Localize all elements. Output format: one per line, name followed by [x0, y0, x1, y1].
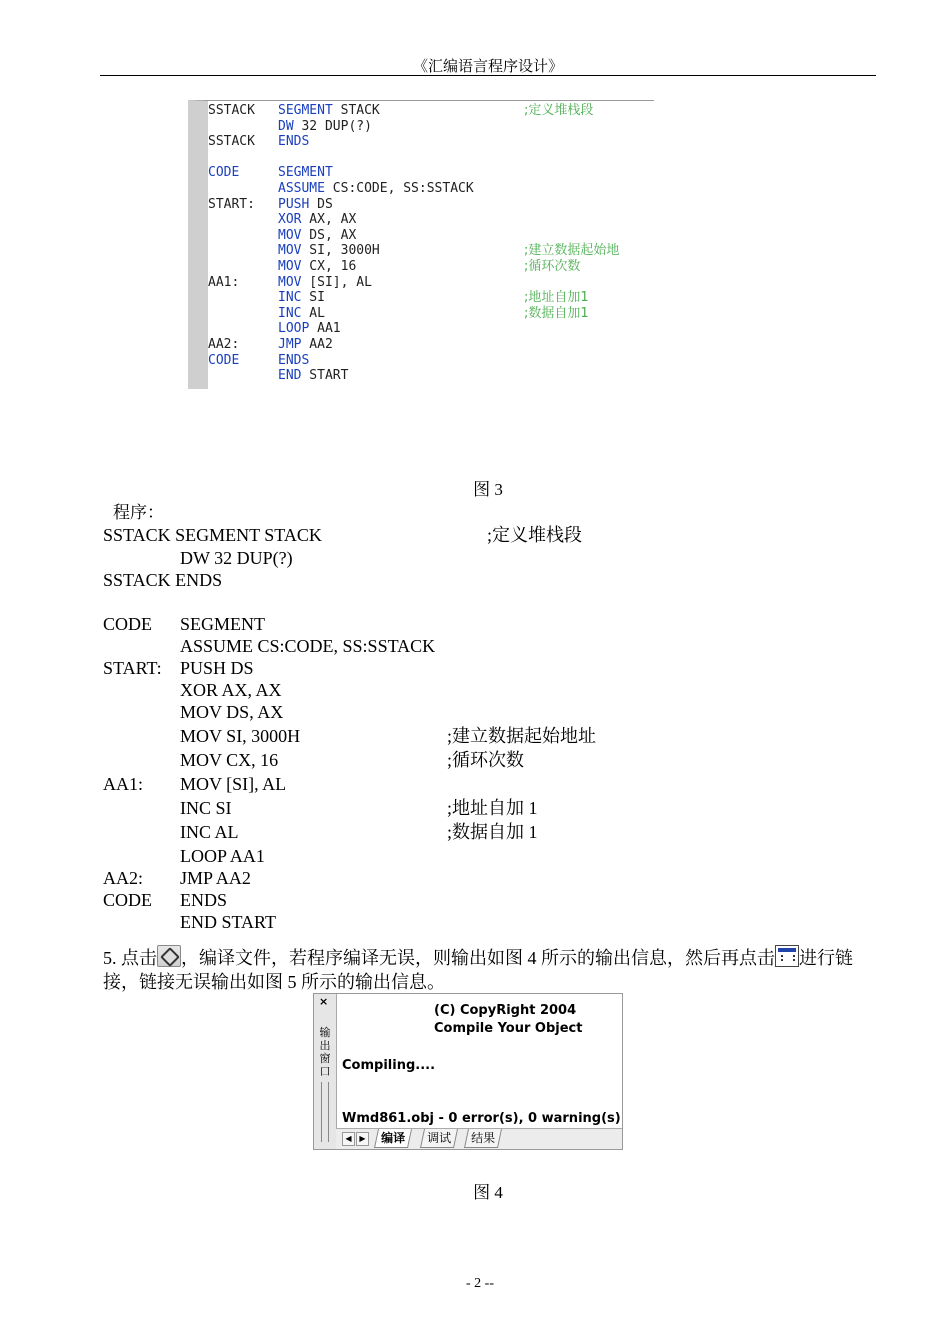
editor-line	[208, 197, 654, 213]
editor-comment: ;数据自加1	[524, 305, 589, 321]
editor-label: SSTACK	[208, 103, 255, 118]
editor-line	[208, 306, 654, 322]
editor-label: AA2:	[208, 337, 240, 352]
editor-line	[208, 243, 654, 259]
editor-code	[278, 243, 380, 259]
editor-label: START:	[208, 196, 255, 212]
header-rule	[100, 75, 876, 76]
editor-opcode: XOR	[278, 212, 302, 228]
output-copyright: (C) CopyRight 2004	[434, 1003, 577, 1018]
editor-code	[278, 134, 309, 150]
listing-code: XOR AX, AX	[180, 680, 282, 700]
editor-line	[208, 134, 654, 150]
editor-operands: AA1	[309, 321, 341, 337]
program-heading: 程序：	[113, 503, 164, 522]
editor-line	[208, 368, 654, 384]
output-panel-sidebar	[314, 994, 337, 1149]
editor-operands: 32 DUP(?)	[293, 118, 372, 134]
grip-icon	[321, 1082, 329, 1142]
editor-opcode: INC	[278, 290, 302, 306]
listing-comment: ;地址自加 1	[447, 798, 538, 818]
listing-label: SSTACK SEGMENT STACK	[103, 525, 322, 545]
listing-code: LOOP AA1	[180, 846, 265, 866]
output-result: Wmd861.obj - 0 error(s), 0 warning(s)	[342, 1111, 621, 1126]
editor-code	[278, 321, 341, 337]
listing-code: MOV CX, 16	[180, 750, 279, 770]
tab-debug: 调试	[420, 1129, 458, 1148]
editor-operands: AA2	[301, 337, 333, 352]
editor-opcode: ASSUME	[278, 181, 325, 196]
editor-code	[278, 181, 474, 197]
scroll-right-icon: ▶	[356, 1132, 369, 1146]
listing-code: INC AL	[180, 822, 239, 842]
editor-line	[208, 275, 654, 291]
editor-opcode: LOOP	[278, 321, 310, 337]
scroll-left-icon: ◀	[342, 1132, 355, 1146]
listing-label: SSTACK ENDS	[103, 570, 223, 590]
listing-code: PUSH DS	[180, 658, 254, 678]
editor-label: AA1:	[208, 274, 240, 290]
editor-operands: [SI], AL	[301, 274, 372, 290]
listing-code: JMP AA2	[180, 868, 251, 888]
editor-line	[208, 337, 654, 353]
editor-label: SSTACK	[208, 134, 255, 150]
editor-line	[208, 228, 654, 244]
code-editor-screenshot	[188, 100, 654, 389]
step-5-text-2: ，编译文件，若程序编译无误，则输出如图 4 所示的输出信息，然后再点击	[181, 948, 775, 968]
editor-code	[278, 103, 380, 119]
editor-line	[208, 353, 654, 369]
editor-code	[278, 306, 325, 322]
listing-label: AA1:	[103, 774, 143, 794]
editor-line	[208, 150, 654, 166]
editor-operands: START	[301, 368, 349, 384]
editor-code	[278, 290, 325, 306]
editor-line	[208, 290, 654, 306]
editor-opcode: MOV	[278, 243, 302, 259]
tab-compile: 编译	[374, 1129, 412, 1148]
editor-operands: CS:CODE, SS:SSTACK	[324, 181, 474, 196]
tab-result: 结果	[464, 1129, 502, 1148]
editor-label: CODE	[208, 352, 240, 368]
listing-label: CODE	[103, 890, 152, 910]
editor-operands: CX, 16	[301, 259, 357, 274]
figure-3-caption: 图 3	[473, 480, 503, 499]
editor-comment: ;建立数据起始地	[524, 243, 620, 259]
close-icon: ×	[319, 995, 329, 1008]
editor-operands: SI, 3000H	[301, 243, 380, 259]
link-icon	[775, 945, 799, 967]
editor-code	[278, 353, 309, 369]
editor-line	[208, 321, 654, 337]
editor-line	[208, 259, 654, 275]
editor-operands: SI	[301, 290, 325, 306]
editor-opcode: JMP	[278, 337, 302, 352]
step-5-text-3: 进行链接，链接无误输出如图 5 所示的输出信息。	[103, 948, 853, 992]
output-panel-title: 输出窗口	[319, 1026, 331, 1078]
editor-opcode: SEGMENT	[278, 103, 333, 118]
listing-comment: ;建立数据起始地址	[447, 726, 597, 746]
editor-opcode: MOV	[278, 259, 302, 274]
running-header: 《汇编语言程序设计》	[412, 59, 563, 75]
listing-code: MOV [SI], AL	[180, 774, 287, 794]
editor-code	[278, 119, 372, 135]
editor-opcode: ENDS	[278, 134, 310, 150]
editor-operands: DS, AX	[301, 227, 357, 243]
listing-code: MOV SI, 3000H	[180, 726, 301, 746]
editor-comment: ;循环次数	[524, 259, 581, 274]
editor-line	[208, 103, 654, 119]
step-5-text-1: 5. 点击	[103, 948, 157, 968]
editor-opcode: SEGMENT	[278, 165, 333, 181]
output-compiling: Compiling....	[342, 1058, 436, 1073]
editor-code	[278, 275, 372, 291]
editor-opcode: END	[278, 368, 302, 384]
editor-code	[278, 368, 348, 384]
listing-label: CODE	[103, 614, 152, 634]
editor-opcode: MOV	[278, 227, 302, 243]
output-subtitle: Compile Your Object	[434, 1021, 583, 1036]
listing-code: ASSUME CS:CODE, SS:SSTACK	[180, 636, 436, 656]
listing-code: SEGMENT	[180, 614, 265, 634]
editor-operands: DS	[309, 196, 333, 212]
listing-code: INC SI	[180, 798, 232, 818]
listing-comment: ;定义堆栈段	[487, 525, 583, 545]
compile-icon	[157, 945, 181, 967]
output-panel-screenshot	[313, 993, 623, 1150]
editor-operands: AL	[301, 305, 325, 321]
editor-comment: ;定义堆栈段	[524, 103, 594, 118]
editor-operands: AX, AX	[301, 212, 357, 228]
editor-opcode: INC	[278, 305, 302, 321]
editor-line	[208, 165, 654, 181]
page-number: - 2 --	[466, 1276, 494, 1291]
editor-opcode: ENDS	[278, 352, 310, 368]
editor-line	[208, 212, 654, 228]
editor-opcode: DW	[278, 118, 294, 134]
editor-line	[208, 119, 654, 135]
editor-operands: STACK	[332, 103, 380, 118]
editor-code	[278, 228, 356, 244]
output-tabs	[336, 1128, 622, 1149]
listing-code: MOV DS, AX	[180, 702, 284, 722]
editor-code	[278, 259, 356, 275]
editor-line	[208, 181, 654, 197]
editor-code	[278, 197, 333, 213]
editor-code	[278, 212, 356, 228]
listing-code: ENDS	[180, 890, 228, 910]
editor-code	[278, 165, 333, 181]
listing-code: END START	[180, 912, 276, 932]
editor-opcode: MOV	[278, 274, 302, 290]
listing-label: START:	[103, 658, 162, 678]
step-5-paragraph	[103, 945, 878, 994]
editor-opcode: PUSH	[278, 196, 310, 212]
listing-comment: ;循环次数	[447, 750, 525, 770]
editor-label: CODE	[208, 165, 240, 181]
editor-comment: ;地址自加1	[524, 290, 589, 306]
editor-code	[278, 337, 333, 353]
listing-code: DW 32 DUP(?)	[180, 548, 293, 568]
figure-4-caption: 图 4	[473, 1183, 503, 1202]
listing-label: AA2:	[103, 868, 143, 888]
listing-comment: ;数据自加 1	[447, 822, 538, 842]
